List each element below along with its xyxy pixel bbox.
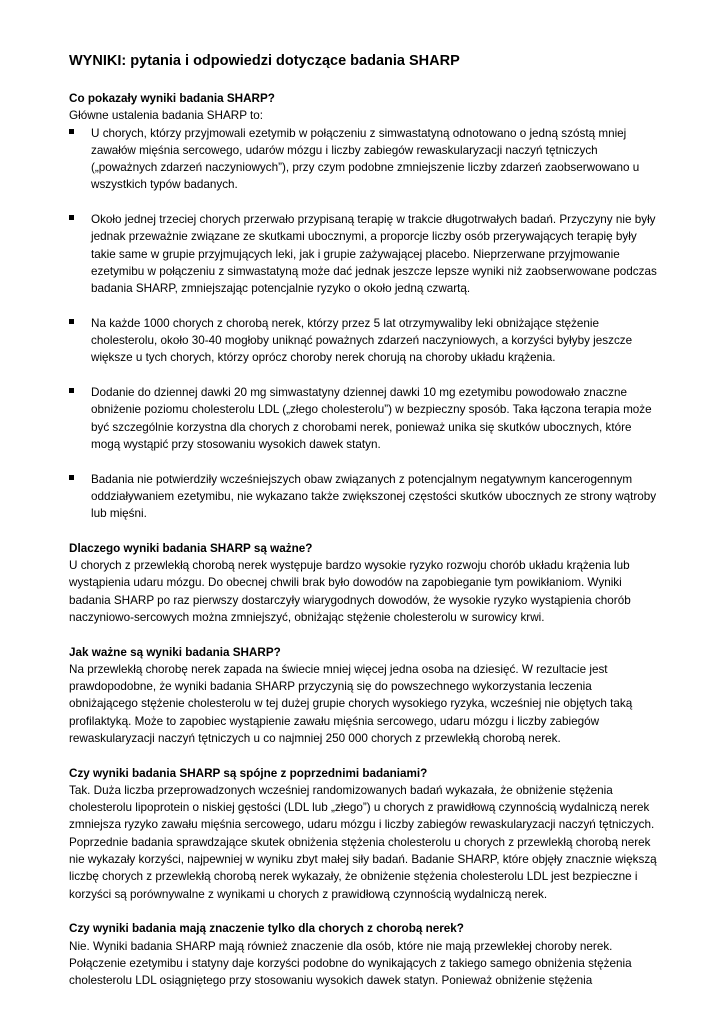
section-heading-consistency: Czy wyniki badania SHARP są spójne z poprzednimi badaniami? bbox=[69, 766, 428, 780]
page-title: WYNIKI: pytania i odpowiedzi dotyczące badania SHARP bbox=[69, 53, 460, 69]
bullet-item bbox=[69, 125, 659, 194]
bullet-square-icon bbox=[69, 129, 74, 134]
bullet-square-icon bbox=[69, 319, 74, 324]
section-importance bbox=[69, 540, 659, 626]
bullet-item bbox=[69, 315, 659, 367]
section-findings bbox=[69, 90, 659, 522]
section-significance bbox=[69, 644, 659, 748]
section-body-relevance: Nie. Wyniki badania SHARP mają również znaczenie dla osób, które nie mają przewlekłej choroby nerek. Połączenie ezetymibu i statyny daje korzyści podobne do wynikających z takiego samego obniżenia stężenia cholesterolu LDL osiągniętego przy stosowaniu wysokich dawek statyn. Ponieważ obniżenie stężenia bbox=[69, 939, 632, 988]
section-consistency bbox=[69, 765, 659, 903]
section-heading-findings: Co pokazały wyniki badania SHARP? bbox=[69, 92, 275, 105]
section-heading-significance: Jak ważne są wyniki badania SHARP? bbox=[69, 645, 281, 659]
section-body-importance: U chorych z przewlekłą chorobą nerek występuje bardzo wysokie ryzyko rozwoju chorób układu krążenia lub wystąpienia udaru mózgu. Do obecnej chwili brak było dowodów na zapobieganie tym powikłaniom. Wyniki badania SHARP po raz pierwszy dostarczyły wiarygodnych dowodów, że wysokie ryzyko wystąpienia chorób naczyniowo-sercowych można zmniejszyć, obniżając stężenie cholesterolu w surowicy krwi. bbox=[69, 559, 631, 624]
bullet-text: Badania nie potwierdziły wcześniejszych obaw związanych z potencjalnym negatywnym kancerogennym oddziaływaniem ezetymibu, nie wykazano także zwiększonej częstości skutków ubocznych ze strony wątroby lub mięśni. bbox=[91, 472, 657, 521]
section-intro-findings: Główne ustalenia badania SHARP to: bbox=[69, 109, 264, 123]
bullet-text: Dodanie do dziennej dawki 20 mg simwastatyny dziennej dawki 10 mg ezetymibu powodowało znaczne obniżenie poziomu cholesterolu LDL („złego cholesterolu”) w bezpieczny sposób. Taka łączona terapia może być szczególnie korzystna dla chorych z chorobami nerek, ponieważ unika się skutków ubocznych, które mogą wystąpić przy stosowaniu wysokich dawek statyn. bbox=[91, 386, 652, 451]
section-heading-importance: Dlaczego wyniki badania SHARP są ważne? bbox=[69, 541, 313, 555]
bullet-square-icon bbox=[69, 215, 74, 220]
bullet-square-icon bbox=[69, 475, 74, 480]
bullet-text: U chorych, którzy przyjmowali ezetymib w połączeniu z simwastatyną odnotowano o jedną szóstą mniej zawałów mięśnia sercowego, udarów mózgu i liczby zabiegów rewaskularyzacji naczyń tętniczych („poważnych zdarzeń naczyniowych”), przy czym podobne zmniejszenie liczby zdarzeń zaobserwowano u wszystkich typów badanych. bbox=[91, 126, 640, 192]
findings-bullet-list bbox=[69, 125, 659, 523]
bullet-item bbox=[69, 211, 659, 297]
bullet-square-icon bbox=[69, 388, 74, 393]
bullet-item bbox=[69, 471, 659, 523]
bullet-text: Około jednej trzeciej chorych przerwało przypisaną terapię w trakcie długotrwałych badań. Przyczyny nie były jednak przeważnie związane ze skutkami ubocznymi, a proporcje liczby osób przerywających terapię były takie same w grupie przyjmujących leki, jak i grupie zażywającej placebo. Nieprzerwane przyjmowanie ezetymibu w połączeniu z simwastatyną może dać jednak jeszcze lepsze wyniki niż zaobserwowane podczas badania SHARP, zmniejszając potencjalnie ryzyko o około jedną czwartą. bbox=[91, 213, 657, 296]
section-relevance bbox=[69, 920, 659, 989]
bullet-text: Na każde 1000 chorych z chorobą nerek, którzy przez 5 lat otrzymywaliby leki obniżające stężenie cholesterolu, około 30-40 mogłoby uniknąć poważnych zdarzeń naczyniowych, a korzyści byłyby jeszcze większe u tych chorych, którzy oprócz choroby nerek chorują na choroby układu krążenia. bbox=[91, 316, 633, 365]
section-body-significance: Na przewlekłą chorobę nerek zapada na świecie mniej więcej jedna osoba na dziesięć. W rezultacie jest prawdopodobne, że wyniki badania SHARP przyczynią się do powszechnego wykorzystania leczenia obniżającego stężenie cholesterolu w tej dużej grupie chorych wysokiego ryzyka, wcześniej nie objętych taką profilaktyką. Może to zapobiec wystąpienie zawału mięśnia sercowego, udaru mózgu i liczby zabiegów rewaskularyzacji naczyń tętniczych u co najmniej 250 000 chorych z przewlekłą chorobą nerek. bbox=[69, 662, 633, 745]
section-body-consistency: Tak. Duża liczba przeprowadzonych wcześniej randomizowanych badań wykazała, że obniżenie stężenia cholesterolu lipoprotein o niskiej gęstości (LDL lub „złego”) u chorych z prawidłową czynnością wydalniczą nerek zmniejsza ryzyko zawału mięśnia sercowego, udaru mózgu i liczby zabiegów rewaskularyzacji naczyń tętniczych. Poprzednie badania sprawdzające skutek obniżenia stężenia cholesterolu u chorych z przewlekłą chorobą nerek nie wykazały korzyści, najpewniej w wyniku zbyt małej siły badań. Badanie SHARP, które objęły znacznie większą liczbę chorych z przewlekłą chorobą nerek wykazały, że obniżenie stężenia cholesterolu LDL jest bezpieczne i korzyści są porównywalne z wynikami u chorych z prawidłową czynnością wydalniczą nerek. bbox=[69, 783, 657, 901]
document-page bbox=[69, 52, 659, 989]
bullet-item bbox=[69, 384, 659, 453]
section-heading-relevance: Czy wyniki badania mają znaczenie tylko dla chorych z chorobą nerek? bbox=[69, 922, 464, 936]
